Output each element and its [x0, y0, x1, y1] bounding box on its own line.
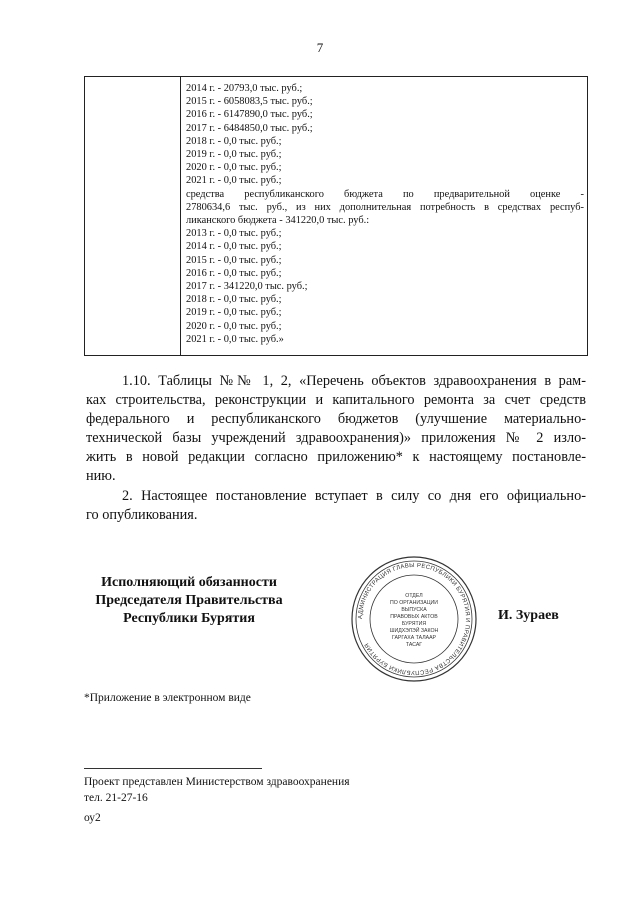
funding-paragraph-line: ликанского бюджета - 341220,0 тыс. руб.:	[186, 215, 370, 227]
funding-line: 2014 г. - 0,0 тыс. руб.;	[186, 241, 282, 253]
funding-paragraph-line: 2780634,6 тыс. руб., из них дополнительная потребность в средствах респуб-	[186, 201, 584, 213]
funding-line: 2013 г. - 0,0 тыс. руб.;	[186, 228, 282, 240]
paragraph-line: нию.	[86, 468, 116, 484]
funding-line: 2021 г. - 0,0 тыс. руб.;	[186, 175, 282, 187]
paragraph-line: 2. Настоящее постановление вступает в силу со дня его официально-	[122, 488, 586, 504]
funding-line: 2017 г. - 341220,0 тыс. руб.;	[186, 281, 308, 293]
funding-line: 2020 г. - 0,0 тыс. руб.;	[186, 320, 282, 332]
seal-ring-text: АДМИНИСТРАЦИЯ ГЛАВЫ РЕСПУБЛИКИ БУРЯТИЯ И ПРАВИТЕЛЬСТВА РЕСПУБЛИКИ БУРЯТИЯ	[357, 562, 471, 676]
seal-text: ШИДХЭЛЭЙ ЗАКОН	[389, 628, 439, 634]
table-cell-funding	[186, 82, 584, 346]
project-phone: тел. 21-27-16	[84, 792, 148, 804]
seal-text: ВЫПУСКА	[401, 607, 427, 613]
funding-line: 2016 г. - 6147890,0 тыс. руб.;	[186, 109, 313, 121]
paragraph-line: жить в новой редакции согласно приложению* к настоящему постановле-	[86, 449, 586, 465]
funding-line: 2015 г. - 6058083,5 тыс. руб.;	[186, 96, 313, 108]
seal-text: БУРЯТИЯ	[401, 621, 427, 627]
funding-line: 2021 г. - 0,0 тыс. руб.»	[186, 333, 284, 345]
table-column-divider	[180, 77, 181, 355]
funding-line: 2015 г. - 0,0 тыс. руб.;	[186, 254, 282, 266]
signatory-title-line: Исполняющий обязанности	[101, 575, 277, 590]
document-code: оу2	[84, 812, 101, 824]
paragraph-line: ках строительства, реконструкции и капитального ремонта за счет средств	[86, 392, 586, 408]
seal-text: ПО ОРГАНИЗАЦИИ	[390, 600, 438, 606]
paragraph-line: 1.10. Таблицы №№ 1, 2, «Перечень объектов здравоохранения в рам-	[122, 373, 586, 389]
funding-line: 2019 г. - 0,0 тыс. руб.;	[186, 149, 282, 161]
divider	[84, 768, 262, 769]
signatory-title	[84, 574, 294, 628]
official-seal	[350, 555, 478, 683]
seal-text: ОТДЕЛ	[405, 593, 423, 599]
footnote: *Приложение в электронном виде	[84, 692, 251, 704]
paragraph-line: го опубликования.	[86, 507, 198, 523]
funding-line: 2018 г. - 0,0 тыс. руб.;	[186, 294, 282, 306]
signatory-title-line: Республики Бурятия	[123, 611, 255, 626]
funding-line: 2019 г. - 0,0 тыс. руб.;	[186, 307, 282, 319]
funding-line: 2014 г. - 20793,0 тыс. руб.;	[186, 83, 303, 94]
seal-text: ГАРГАХА ТАЛААР	[391, 635, 437, 641]
funding-line: 2018 г. - 0,0 тыс. руб.;	[186, 135, 282, 147]
seal-text: ПРАВОВЫХ АКТОВ	[390, 614, 438, 620]
paragraph-line: технической базы учреждений здравоохранения)» приложения № 2 изло-	[86, 430, 586, 446]
funding-line: 2017 г. - 6484850,0 тыс. руб.;	[186, 122, 313, 134]
signatory-name: И. Зураев	[498, 608, 559, 623]
project-info: Проект представлен Министерством здравоохранения	[84, 776, 350, 788]
funding-paragraph-line: средства республиканского бюджета по предварительной оценке -	[186, 188, 584, 200]
paragraph-1-10	[86, 372, 586, 486]
signatory-title-line: Председателя Правительства	[95, 593, 283, 608]
funding-line: 2020 г. - 0,0 тыс. руб.;	[186, 162, 282, 174]
funding-line: 2016 г. - 0,0 тыс. руб.;	[186, 267, 282, 279]
seal-text: ТАСАГ	[405, 642, 423, 648]
funding-table	[84, 76, 588, 356]
paragraph-line: федерального и республиканского бюджетов (улучшение материально-	[86, 411, 586, 427]
paragraph-2	[86, 487, 586, 525]
page-number: 7	[316, 40, 324, 55]
